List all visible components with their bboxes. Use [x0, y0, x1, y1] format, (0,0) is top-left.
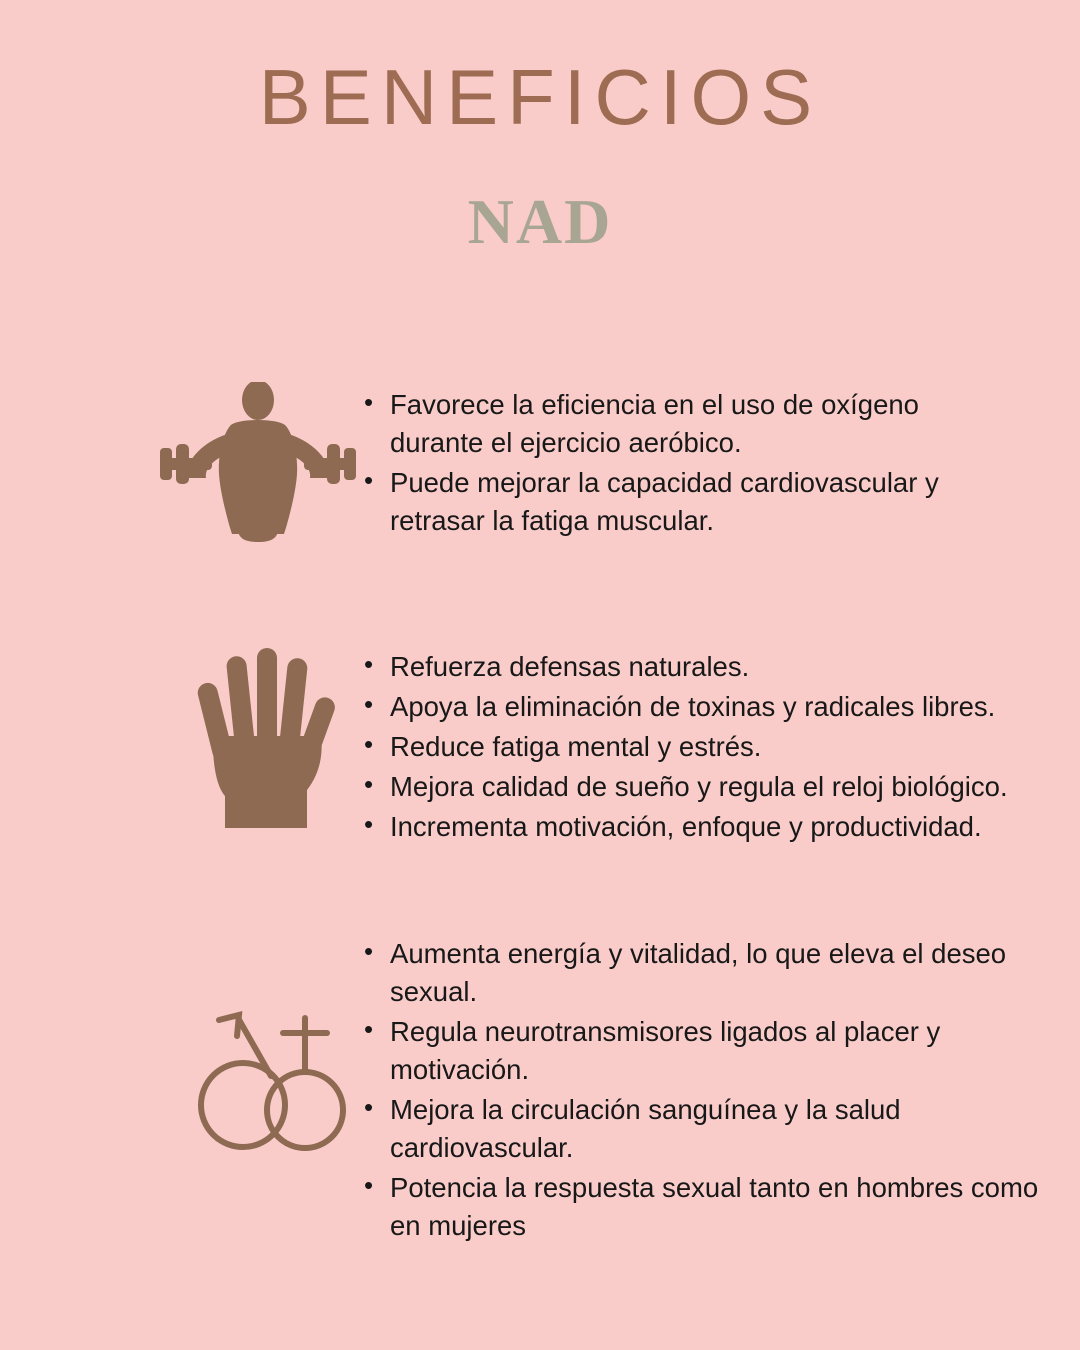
- hand-icon: [180, 640, 360, 830]
- benefit-section-libido: [175, 935, 1080, 1247]
- list-item: • Incrementa motivación, enfoque y productividad.: [360, 808, 1060, 846]
- list-item: • Potencia la respuesta sexual tanto en hombres como en mujeres: [360, 1169, 1050, 1245]
- gender-symbols-icon: [175, 1000, 360, 1160]
- list-item: • Apoya la eliminación de toxinas y radicales libres.: [360, 688, 1060, 726]
- list-item: • Puede mejorar la capacidad cardiovascular y retrasar la fatiga muscular.: [360, 464, 1000, 540]
- bullet-list-immune: [360, 648, 1060, 848]
- bullet-list-exercise: [360, 386, 1000, 542]
- benefit-section-exercise: [155, 382, 1055, 542]
- list-item: • Regula neurotransmisores ligados al placer y motivación.: [360, 1013, 1050, 1089]
- page-subtitle: NAD: [467, 186, 613, 257]
- list-item: • Reduce fatiga mental y estrés.: [360, 728, 1060, 766]
- page-title: BENEFICIOS: [258, 53, 822, 141]
- bullet-list-libido: [360, 935, 1050, 1247]
- list-item: • Mejora la circulación sanguínea y la salud cardiovascular.: [360, 1091, 1050, 1167]
- weightlifter-icon: [155, 382, 360, 542]
- list-item: • Favorece la eficiencia en el uso de oxígeno durante el ejercicio aeróbico.: [360, 386, 1000, 462]
- list-item: • Refuerza defensas naturales.: [360, 648, 1060, 686]
- list-item: • Mejora calidad de sueño y regula el reloj biológico.: [360, 768, 1060, 806]
- benefit-section-immune: [180, 640, 1080, 848]
- list-item: • Aumenta energía y vitalidad, lo que eleva el deseo sexual.: [360, 935, 1050, 1011]
